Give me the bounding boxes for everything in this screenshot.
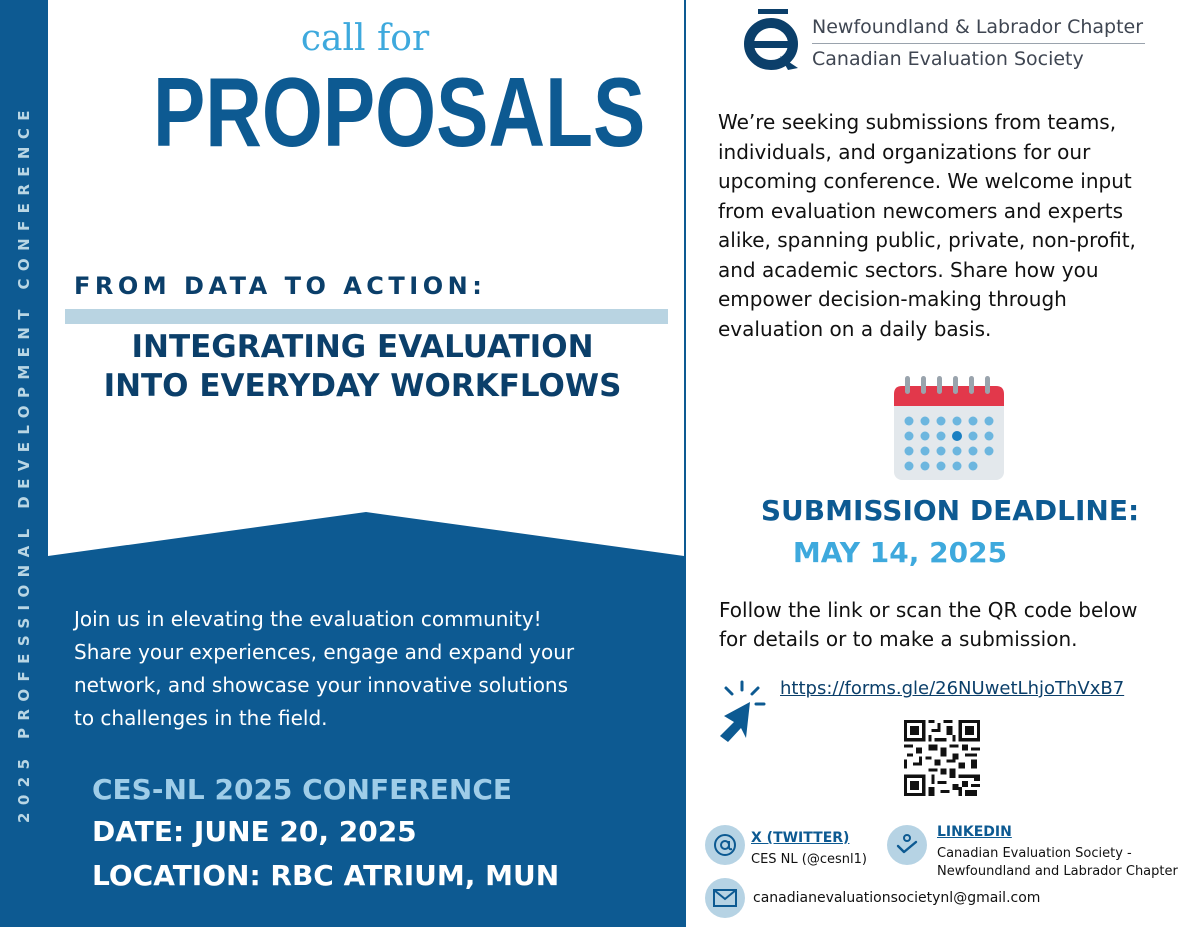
org-name-line2: Canadian Evaluation Society xyxy=(812,48,1084,70)
linkedin-line-2: Newfoundland and Labrador Chapter xyxy=(937,864,1178,879)
handshake-glyph xyxy=(894,832,920,858)
twitter-handle: CES NL (@cesnl1) xyxy=(751,852,867,867)
intro-line-4: from evaluation newcomers and experts xyxy=(718,198,1124,223)
org-rule xyxy=(812,43,1145,44)
intro-line-7: empower decision-making through xyxy=(718,287,1067,311)
intro-line-1: We’re seeking submissions from teams, xyxy=(718,110,1117,134)
envelope-glyph xyxy=(713,889,737,907)
deadline-date: MAY 14, 2025 xyxy=(792,536,1008,569)
conference-date: DATE: JUNE 20, 2025 xyxy=(92,815,417,848)
intro-line-5: alike, spanning public, private, non-profit, xyxy=(718,228,1136,252)
at-sign-glyph xyxy=(712,832,738,858)
cursor-click-icon xyxy=(716,680,772,744)
follow-instructions xyxy=(719,596,1189,654)
handshake-icon xyxy=(887,825,927,865)
join-paragraph xyxy=(74,603,654,735)
proposals-heading: PROPOSALS xyxy=(153,57,646,167)
deadline-label: SUBMISSION DEADLINE: xyxy=(760,494,1140,527)
linkedin-label[interactable]: LINKEDIN xyxy=(937,824,1012,840)
ces-logo-icon xyxy=(738,6,804,72)
envelope-icon xyxy=(705,878,745,918)
org-name-line1: Newfoundland & Labrador Chapter xyxy=(812,16,1144,38)
call-for-heading: call for xyxy=(300,18,430,59)
twitter-label[interactable]: X (TWITTER) xyxy=(751,830,850,846)
submission-form-link[interactable]: https://forms.gle/26NUwetLhjoThVxB7 xyxy=(780,678,1125,699)
join-line-4: to challenges in the field. xyxy=(74,706,328,730)
theme-title-line1: INTEGRATING EVALUATION xyxy=(131,329,594,365)
theme-title-line2: INTO EVERYDAY WORKFLOWS xyxy=(103,368,622,404)
theme-underline-bar xyxy=(65,309,668,324)
linkedin-line-1: Canadian Evaluation Society - xyxy=(937,846,1132,861)
conference-name: CES-NL 2025 CONFERENCE xyxy=(92,773,512,806)
intro-line-2: individuals, and organizations for our xyxy=(718,139,1091,164)
email-address[interactable]: canadianevaluationsocietynl@gmail.com xyxy=(753,890,1041,906)
qr-code[interactable] xyxy=(904,720,980,796)
calendar-icon xyxy=(892,376,1006,482)
intro-line-3: upcoming conference. We welcome input xyxy=(718,169,1132,193)
follow-line-1: Follow the link or scan the QR code below xyxy=(719,598,1138,622)
side-banner-text: 2025 PROFESSIONAL DEVELOPMENT CONFERENCE xyxy=(15,103,33,823)
conference-location: LOCATION: RBC ATRIUM, MUN xyxy=(92,859,560,892)
side-band xyxy=(0,0,48,927)
join-line-2: Share your experiences, engage and expand your xyxy=(74,640,575,664)
intro-paragraph xyxy=(718,108,1188,344)
theme-intro: FROM DATA TO ACTION: xyxy=(74,272,487,300)
follow-line-2: for details or to make a submission. xyxy=(719,627,1078,651)
intro-line-8: evaluation on a daily basis. xyxy=(718,316,992,341)
join-line-1: Join us in elevating the evaluation community! xyxy=(74,607,542,631)
intro-line-6: and academic sectors. Share how you xyxy=(718,257,1099,282)
join-line-3: network, and showcase your innovative solutions xyxy=(74,673,569,697)
center-divider xyxy=(684,0,686,927)
theme-title xyxy=(55,328,670,406)
at-sign-icon xyxy=(705,825,745,865)
